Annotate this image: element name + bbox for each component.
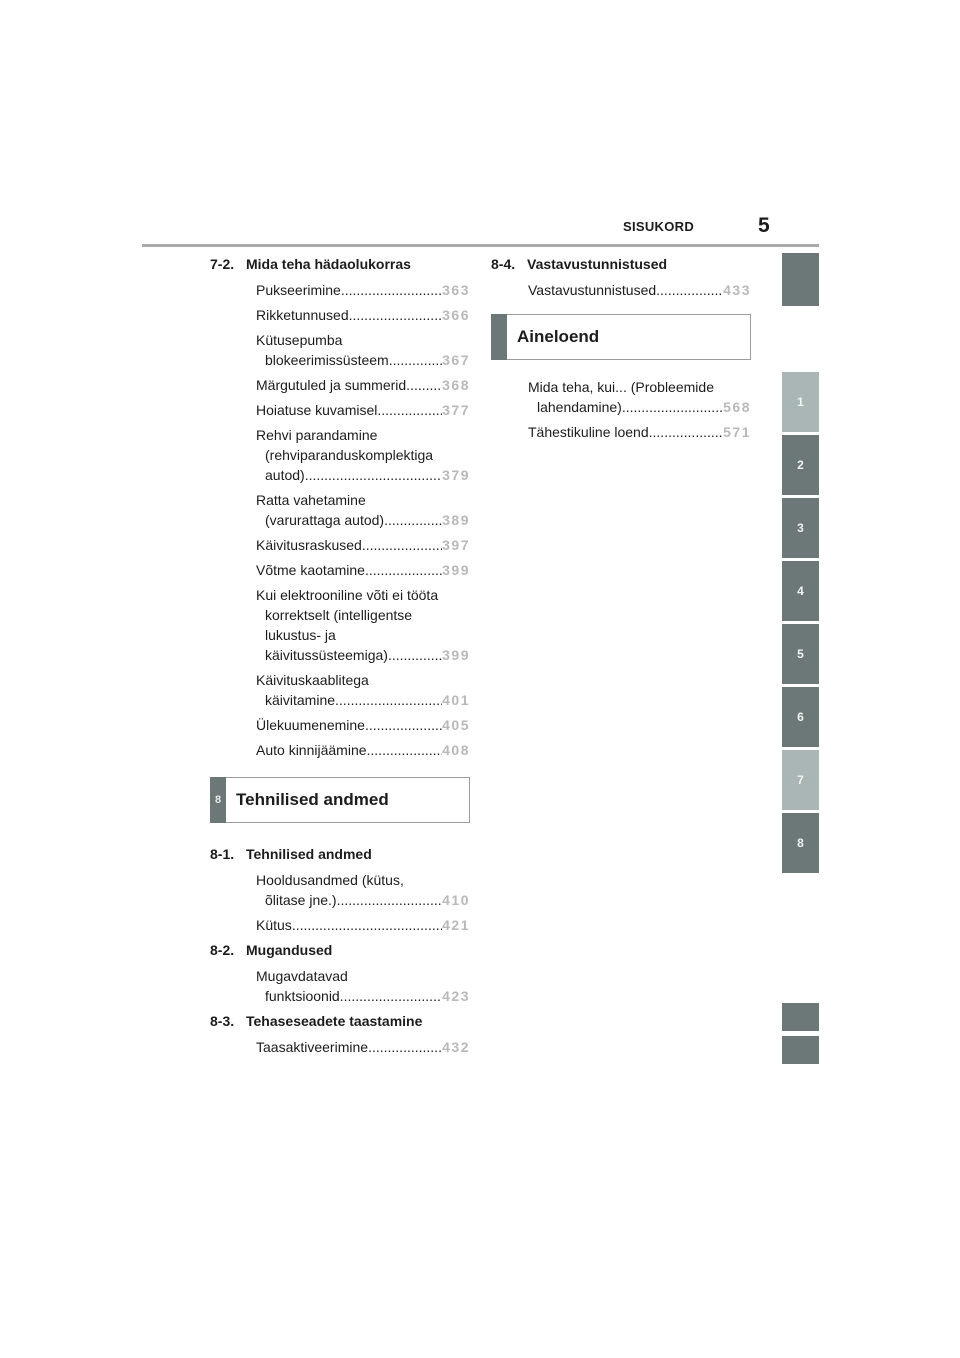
dot-leader	[377, 400, 442, 420]
toc-entry-text: Auto kinnijäämine	[256, 742, 367, 758]
dot-leader	[622, 397, 723, 417]
page-reference-link[interactable]: 368	[442, 377, 470, 393]
toc-entry-text: (rehviparanduskomplektiga	[265, 447, 434, 463]
page-reference-link[interactable]: 379	[442, 467, 470, 483]
dot-leader	[349, 305, 443, 325]
section-heading-8-3	[210, 1011, 470, 1031]
chapter-side-tab-3[interactable]: 3	[782, 498, 819, 558]
toc-entry[interactable]	[210, 375, 470, 395]
dot-leader	[388, 645, 442, 665]
header-title: SISUKORD	[623, 219, 695, 234]
toc-entry[interactable]	[210, 535, 470, 555]
toc-list-8-2	[210, 966, 470, 1006]
section-heading-7-2	[210, 254, 470, 274]
toc-entry-text: Kütusepumba	[256, 332, 343, 348]
chapter-side-tab-4[interactable]: 4	[782, 561, 819, 621]
toc-list-index	[491, 377, 751, 442]
toc-entry[interactable]	[210, 280, 470, 300]
dot-leader	[340, 986, 442, 1006]
toc-entry[interactable]	[210, 585, 470, 665]
page-reference-link[interactable]: 389	[442, 512, 470, 528]
index-tab	[491, 314, 507, 360]
page-reference-link[interactable]: 397	[442, 537, 470, 553]
toc-entry[interactable]	[491, 422, 751, 442]
section-title: Vastavustunnistused	[527, 256, 668, 272]
toc-entry-text: Kütus	[256, 917, 292, 933]
section-number: 7-2.	[210, 256, 235, 272]
chapter-tab: 8	[210, 777, 226, 823]
toc-entry[interactable]	[210, 425, 470, 485]
toc-entry-text: Võtme kaotamine	[256, 562, 365, 578]
dot-leader	[337, 890, 443, 910]
page-reference-link[interactable]: 405	[442, 717, 470, 733]
chapter-side-tab-6[interactable]: 6	[782, 687, 819, 747]
page-reference-link[interactable]: 433	[723, 282, 751, 298]
toc-entry[interactable]	[210, 870, 470, 910]
chapter-side-tab-7[interactable]: 7	[782, 750, 819, 810]
toc-entry-text: (varurattaga autod)	[265, 512, 385, 528]
page-reference-link[interactable]: 399	[442, 562, 470, 578]
dot-leader	[362, 535, 442, 555]
page-reference-link[interactable]: 571	[723, 424, 751, 440]
dot-leader	[368, 1037, 442, 1057]
page-reference-link[interactable]: 423	[442, 988, 470, 1004]
right-column	[491, 254, 751, 447]
side-tab-blank[interactable]	[782, 253, 819, 306]
dot-leader	[305, 465, 442, 485]
toc-entry-text: Vastavustunnistused	[528, 282, 657, 298]
section-number: 8-2.	[210, 942, 235, 958]
section-title: Tehnilised andmed	[246, 846, 372, 862]
dot-leader	[367, 740, 443, 760]
section-heading-8-1	[210, 844, 470, 864]
toc-entry[interactable]	[210, 560, 470, 580]
toc-entry-text: õlitase jne.)	[265, 892, 337, 908]
dot-leader	[389, 350, 442, 370]
left-column	[210, 254, 470, 1062]
toc-entry-text: Mida teha, kui... (Probleemide	[528, 379, 714, 395]
toc-entry-text: blokeerimissüsteem	[265, 352, 389, 368]
section-number: 8-1.	[210, 846, 235, 862]
toc-entry[interactable]	[210, 330, 470, 370]
toc-entry-text: Taasaktiveerimine	[256, 1039, 369, 1055]
toc-entry-text: autod)	[265, 467, 305, 483]
page-number: 5	[758, 214, 770, 237]
index-box	[491, 314, 751, 360]
section-heading-8-2	[210, 940, 470, 960]
page-reference-link[interactable]: 410	[442, 892, 470, 908]
toc-entry-text: Hoiatuse kuvamisel	[256, 402, 378, 418]
page-reference-link[interactable]: 421	[442, 917, 470, 933]
page-reference-link[interactable]: 363	[442, 282, 470, 298]
section-title: Tehaseseadete taastamine	[246, 1013, 423, 1029]
toc-entry[interactable]	[210, 1037, 470, 1057]
side-tab-blank[interactable]	[782, 1003, 819, 1031]
toc-entry[interactable]	[210, 715, 470, 735]
toc-entry-text: Käivitusraskused	[256, 537, 362, 553]
dot-leader	[292, 915, 442, 935]
dot-leader	[365, 560, 442, 580]
page-reference-link[interactable]: 401	[442, 692, 470, 708]
page-reference-link[interactable]: 432	[442, 1039, 470, 1055]
toc-list-7-2	[210, 280, 470, 760]
toc-entry-text: Rehvi parandamine	[256, 427, 378, 443]
chapter-side-tab-8[interactable]: 8	[782, 813, 819, 873]
chapter-side-tab-5[interactable]: 5	[782, 624, 819, 684]
index-title: Aineloend	[517, 327, 600, 346]
toc-entry-text: korrektselt (intelligentse	[265, 607, 413, 623]
toc-entry-text: Mugavdatavad	[256, 968, 348, 984]
chapter-title: Tehnilised andmed	[236, 790, 389, 809]
toc-entry-text: käivitussüsteemiga)	[265, 647, 388, 663]
toc-entry[interactable]	[210, 966, 470, 1006]
toc-entry-text: Märgutuled ja summerid	[256, 377, 407, 393]
chapter-side-tab-2[interactable]: 2	[782, 435, 819, 495]
toc-entry-text: Kui elektrooniline võti ei tööta	[256, 587, 439, 603]
page-reference-link[interactable]: 568	[723, 399, 751, 415]
dot-leader	[384, 510, 442, 530]
page-reference-link[interactable]: 367	[442, 352, 470, 368]
toc-entry-text: lahendamine)	[537, 399, 622, 415]
toc-entry-text: funktsioonid	[265, 988, 340, 1004]
toc-entry[interactable]	[210, 490, 470, 530]
dot-leader	[365, 715, 442, 735]
toc-entry[interactable]	[491, 377, 751, 417]
dot-leader	[406, 375, 442, 395]
page-reference-link[interactable]: 377	[442, 402, 470, 418]
toc-entry[interactable]	[210, 305, 470, 325]
section-title: Mida teha hädaolukorras	[246, 256, 411, 272]
toc-entry-text: Pukseerimine	[256, 282, 341, 298]
toc-list-8-1	[210, 870, 470, 935]
toc-entry[interactable]	[491, 280, 751, 300]
toc-entry[interactable]	[210, 915, 470, 935]
dot-leader	[341, 280, 442, 300]
section-title: Mugandused	[246, 942, 333, 958]
toc-entry[interactable]	[210, 670, 470, 710]
toc-list-8-3	[210, 1037, 470, 1057]
dot-leader	[335, 690, 442, 710]
dot-leader	[656, 280, 723, 300]
section-heading-8-4	[491, 254, 751, 274]
toc-entry[interactable]	[210, 400, 470, 420]
section-number: 8-4.	[491, 256, 516, 272]
page-reference-link[interactable]: 399	[442, 647, 470, 663]
toc-entry-text: lukustus- ja	[265, 627, 336, 643]
dot-leader	[649, 422, 724, 442]
toc-entry-text: Ratta vahetamine	[256, 492, 366, 508]
toc-entry-text: käivitamine	[265, 692, 336, 708]
toc-entry[interactable]	[210, 740, 470, 760]
toc-list-8-4	[491, 280, 751, 300]
chapter-8-box	[210, 777, 470, 823]
toc-entry-text: Ülekuumenemine	[256, 717, 365, 733]
section-number: 8-3.	[210, 1013, 235, 1029]
chapter-side-tab-1[interactable]: 1	[782, 372, 819, 432]
header-divider	[142, 244, 819, 247]
toc-entry-text: Hooldusandmed (kütus,	[256, 872, 404, 888]
toc-entry-text: Tähestikuline loend	[528, 424, 649, 440]
side-tab-blank[interactable]	[782, 1036, 819, 1064]
toc-entry-text: Käivituskaablitega	[256, 672, 369, 688]
toc-entry-text: Rikketunnused	[256, 307, 349, 323]
page-reference-link[interactable]: 408	[442, 742, 470, 758]
page-reference-link[interactable]: 366	[442, 307, 470, 323]
